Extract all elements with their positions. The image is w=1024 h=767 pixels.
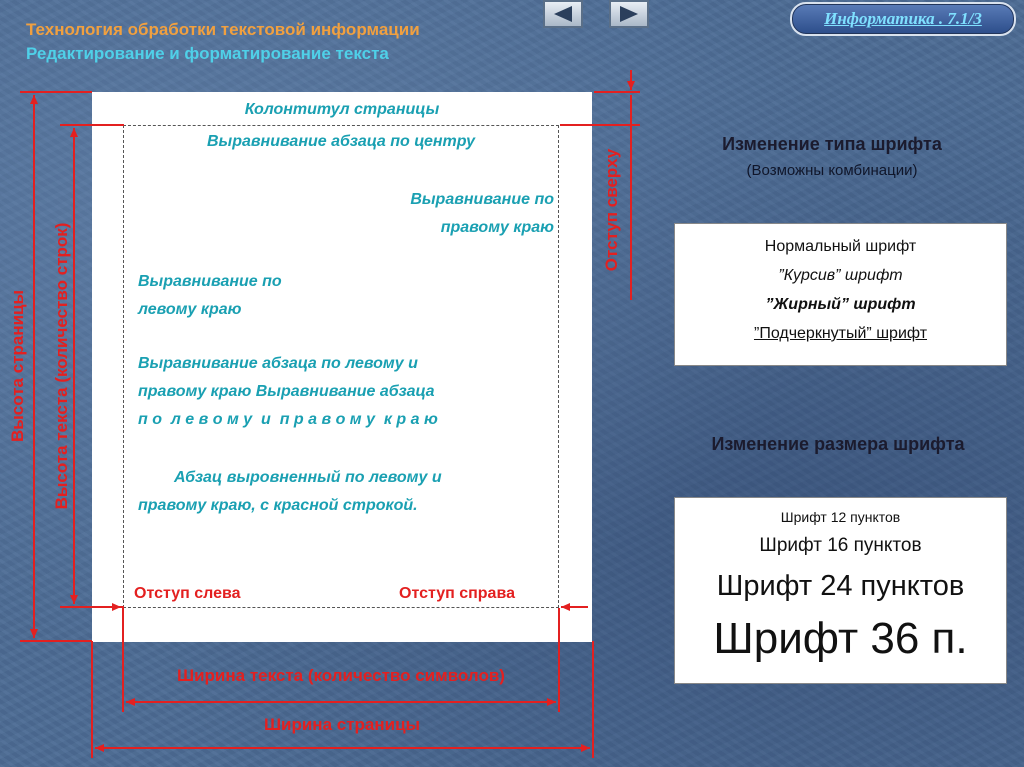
page-height-label: Высота страницы — [8, 289, 27, 443]
left-aligned-line-2: левому краю — [138, 301, 242, 318]
font-underline-sample: ”Подчеркнутый” шрифт — [753, 325, 928, 342]
right-aligned-line-1: Выравнивание по — [410, 191, 554, 208]
indented-paragraph — [138, 464, 558, 520]
page-header-label: Колонтитул страницы — [244, 101, 440, 118]
font-size-36-sample: Шрифт 36 п. — [713, 614, 968, 663]
font-size-box — [674, 497, 1007, 684]
slide-title: Технология обработки текстовой информации — [26, 20, 420, 39]
font-bold-sample: ”Жирный” шрифт — [765, 296, 916, 313]
font-italic-sample: ”Курсив” шрифт — [778, 267, 903, 284]
page-width-label: Ширина страницы — [263, 715, 421, 734]
font-type-heading: Изменение типа шрифта — [722, 134, 942, 154]
left-aligned-paragraph — [138, 268, 438, 324]
text-height-label: Высота текста (количество строк) — [52, 222, 71, 510]
font-size-12-sample: Шрифт 12 пунктов — [780, 509, 901, 525]
justified-line-3: п о л е в о м у и п р а в о м у к р а ю — [138, 411, 438, 428]
indented-line-1: Абзац выровненный по левому и — [174, 469, 442, 486]
right-aligned-paragraph — [124, 186, 554, 242]
text-width-label: Ширина текста (количество символов) — [177, 666, 505, 685]
font-normal-sample: Нормальный шрифт — [764, 238, 917, 255]
indented-line-2: правому краю, с красной строкой. — [138, 497, 418, 514]
left-aligned-line-1: Выравнивание по — [138, 273, 282, 290]
right-indent-label: Отступ справа — [399, 585, 515, 602]
center-aligned-paragraph: Выравнивание абзаца по центру — [206, 133, 475, 150]
course-badge-label: Информатика . 7.1/3 — [824, 9, 982, 28]
right-aligned-line-2: правому краю — [440, 219, 554, 236]
top-margin-label: Отступ сверху — [602, 148, 621, 272]
font-type-note: (Возможны комбинации) — [746, 162, 918, 179]
left-indent-label: Отступ слева — [134, 585, 241, 602]
font-size-24-sample: Шрифт 24 пунктов — [716, 570, 965, 602]
font-size-16-sample: Шрифт 16 пунктов — [759, 535, 922, 556]
justified-paragraph — [138, 350, 558, 434]
justified-line-1: Выравнивание абзаца по левому и — [138, 355, 418, 372]
font-type-box — [674, 223, 1007, 366]
justified-line-2: правому краю Выравнивание абзаца — [138, 383, 435, 400]
font-size-heading: Изменение размера шрифта — [711, 434, 965, 454]
slide-subtitle: Редактирование и форматирование текста — [26, 44, 389, 63]
